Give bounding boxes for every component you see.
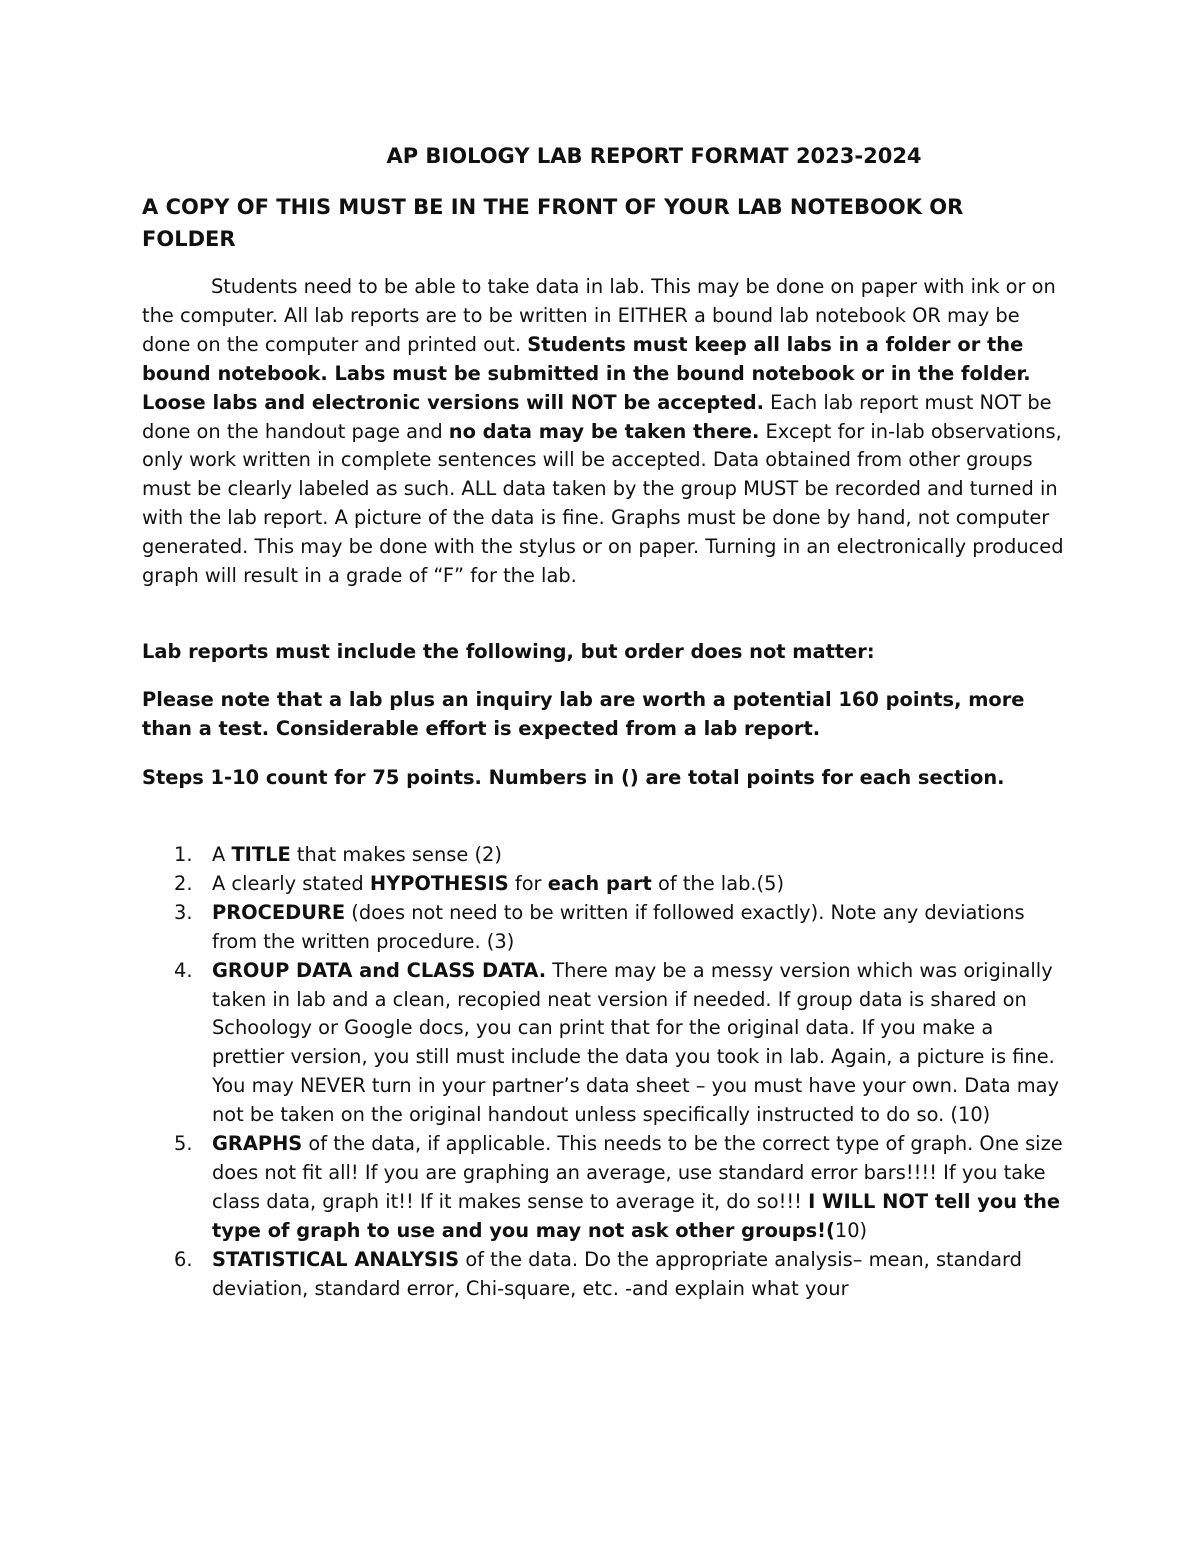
list-number: 1. (174, 843, 193, 866)
list-number: 5. (174, 1132, 193, 1156)
list-text: A (212, 843, 232, 866)
intro-bold-2: no data may be taken there. (448, 419, 760, 443)
note-paragraph: Please note that a lab plus an inquiry lab are worth a potential 160 points, more than a test. Considerable effort is expected from a lab report. (142, 688, 1025, 740)
list-number: 6. (174, 1247, 193, 1271)
list-text: of the data, if applicable. This needs to be the correct type of graph. One size does not fit all! If you are graphing an average, use standard error bars!!!! If you take class data, graph it!! If it makes sense to average it, do so!!! (212, 1132, 1063, 1213)
list-text: 10) (834, 1218, 868, 1242)
list-bold: GROUP DATA and CLASS DATA. (212, 958, 547, 982)
intro-bold-1: Students must keep all labs in a folder or the bound notebook. Labs must be submitted in the bound notebook or in the folder. Loose labs and electronic versions will NOT be accepted. (142, 332, 1031, 414)
intro-text-2: Each lab report must NOT be done on the handout page and (142, 390, 1052, 443)
list-item (142, 841, 1067, 870)
list-text: of the lab.(5) (651, 871, 785, 895)
document-subtitle: A COPY OF THIS MUST BE IN THE FRONT OF YOUR LAB NOTEBOOK OR FOLDER (142, 195, 964, 251)
list-text: for (508, 871, 548, 895)
list-number: 4. (174, 958, 193, 982)
list-bold: GRAPHS (212, 1132, 303, 1156)
intro-text-1: Students need to be able to take data in lab. This may be done on paper with ink or on the computer. All lab reports are to be written in EITHER a bound lab notebook OR may be done on the computer and printed out. (142, 275, 1056, 356)
document-title: AP BIOLOGY LAB REPORT FORMAT 2023-2024 (386, 144, 922, 168)
requirements-list (142, 841, 1067, 1304)
list-text: There may be a messy version which was originally taken in lab and a clean, recopied neat version if needed. If group data is shared on Schoology or Google docs, you can print that for the original data. If you make a prettier version, you still must include the data you took in lab. Again, a picture is fine. You may NEVER turn in your partner’s data sheet – you must have your own. Data may not be taken on the original handout unless specifically instructed to do so. (10) (212, 958, 1059, 1127)
list-bold: each part (547, 871, 652, 895)
list-text: A clearly stated (212, 871, 370, 895)
include-line: Lab reports must include the following, but order does not matter: (142, 640, 875, 663)
list-item (142, 957, 1067, 1130)
intro-paragraph (142, 273, 1067, 591)
list-bold: TITLE (231, 843, 291, 866)
list-bold: I WILL NOT tell you the type of graph to use and you may not ask other groups!( (212, 1189, 1061, 1242)
list-item (142, 870, 1067, 899)
list-text: that makes sense (2) (290, 843, 502, 866)
list-item (142, 1130, 1067, 1246)
list-item (142, 1246, 1067, 1304)
list-bold: HYPOTHESIS (369, 871, 509, 895)
list-bold: PROCEDURE (212, 900, 346, 924)
list-number: 2. (174, 871, 193, 895)
list-text: (does not need to be written if followed exactly). Note any deviations from the written procedure. (3) (212, 900, 1025, 953)
steps-paragraph: Steps 1-10 count for 75 points. Numbers in () are total points for each section. (142, 766, 1005, 789)
list-bold: STATISTICAL ANALYSIS (212, 1247, 460, 1271)
list-item (142, 899, 1067, 957)
list-number: 3. (174, 900, 193, 924)
intro-text-3: Except for in-lab observations, only work written in complete sentences will be accepted. Data obtained from other groups must be clearly labeled as such. ALL data taken by the group MUST be recorded and turned in with the lab report. A picture of the data is fine. Graphs must be done by hand, not computer generated. This may be done with the stylus or on paper. Turning in an electronically produced graph will result in a grade of “F” for the lab. (142, 419, 1064, 588)
list-text: of the data. Do the appropriate analysis– mean, standard deviation, standard error, Chi-square, etc. -and explain what your (212, 1247, 1022, 1300)
